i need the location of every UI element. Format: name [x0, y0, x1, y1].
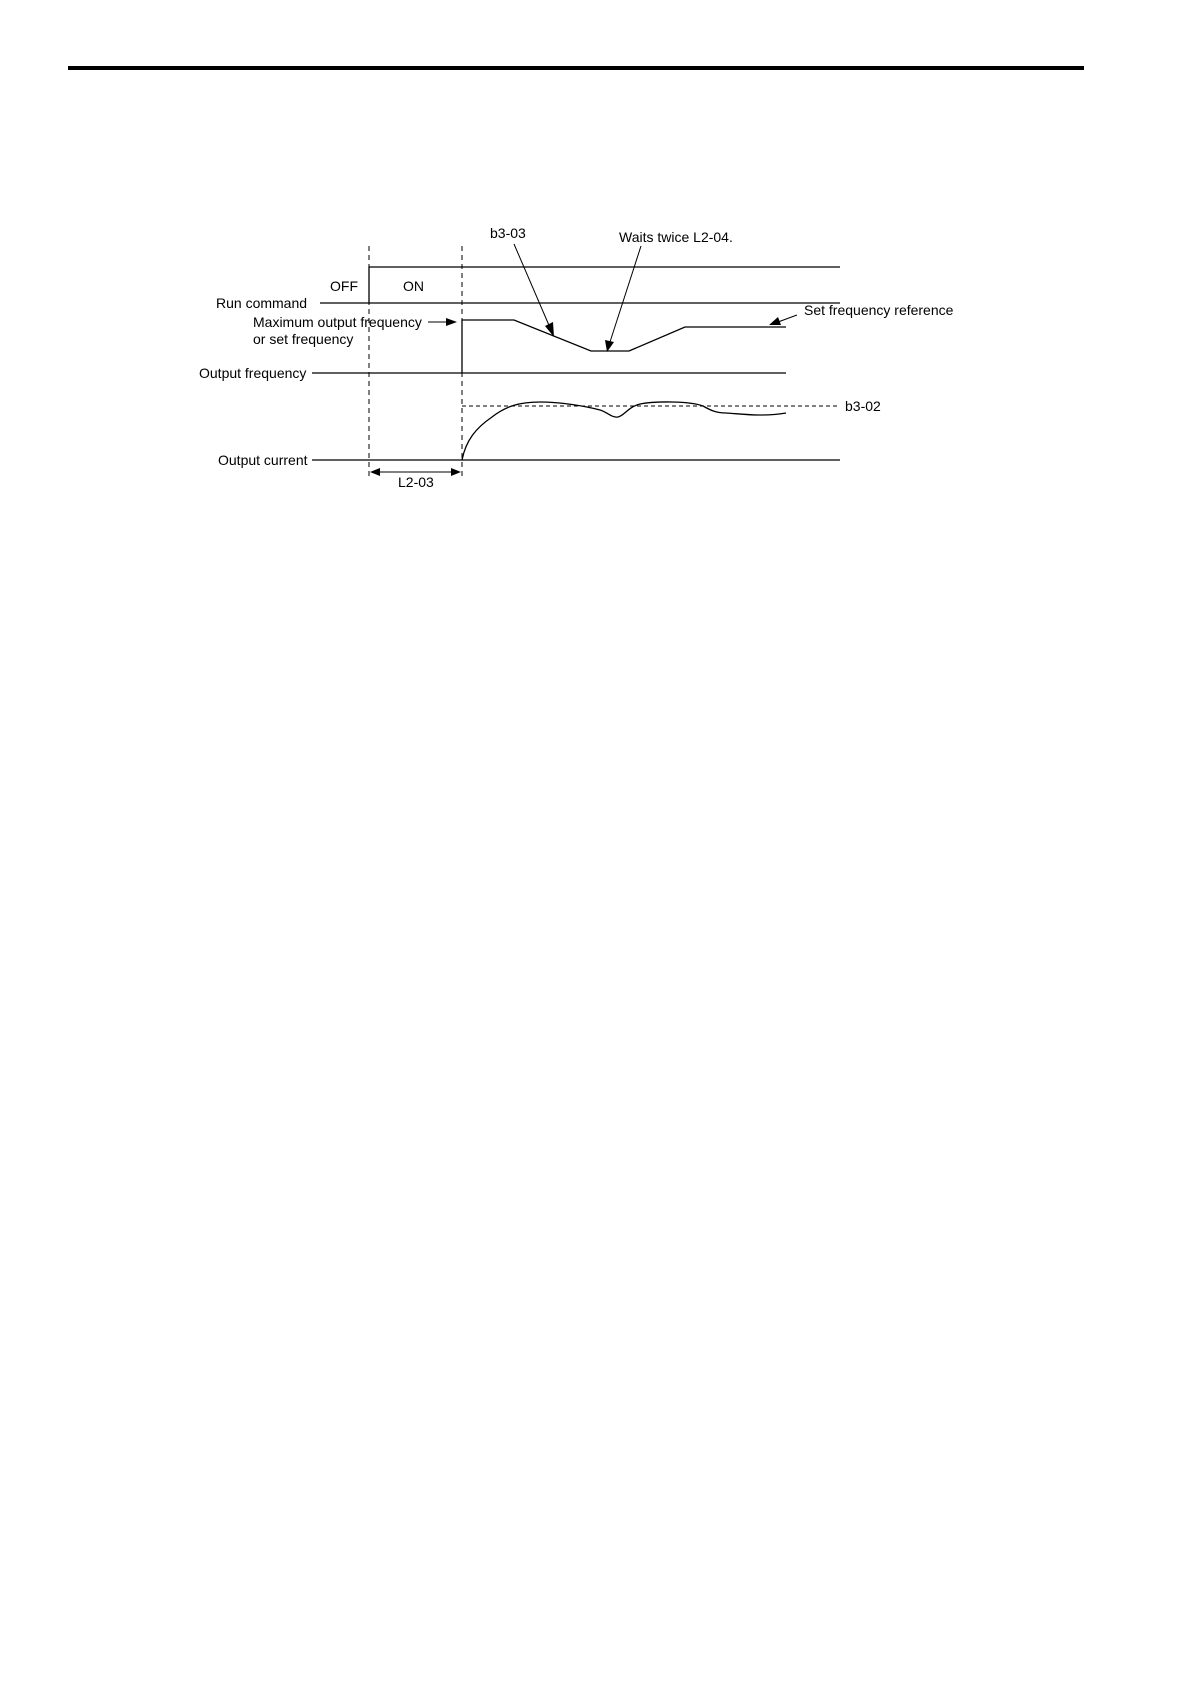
output-current-label: Output current [218, 452, 308, 468]
set-frequency-reference-label: Set frequency reference [804, 302, 954, 318]
b3-03-label: b3-03 [490, 225, 526, 241]
b3-03-pointer [514, 244, 551, 330]
output-frequency-curve [462, 320, 786, 373]
b3-02-label: b3-02 [845, 398, 881, 414]
waits-twice-label: Waits twice L2-04. [619, 229, 733, 245]
max-output-arrowhead [446, 318, 457, 326]
max-output-frequency-label: Maximum output frequency [253, 314, 422, 330]
waits-twice-arrowhead [605, 340, 614, 352]
or-set-frequency-label: or set frequency [253, 331, 354, 347]
output-frequency-label: Output frequency [199, 365, 307, 381]
l2-03-left-arrowhead [370, 468, 380, 476]
output-current-curve [462, 402, 786, 460]
l2-03-label: L2-03 [398, 474, 434, 490]
waits-twice-pointer [609, 246, 641, 345]
l2-03-right-arrowhead [451, 468, 461, 476]
on-label: ON [403, 278, 424, 294]
run-command-label: Run command [216, 295, 308, 311]
run-command-signal [320, 267, 840, 303]
set-frequency-pointer [778, 315, 797, 322]
set-frequency-arrowhead [769, 317, 781, 325]
off-label: OFF [330, 278, 358, 294]
